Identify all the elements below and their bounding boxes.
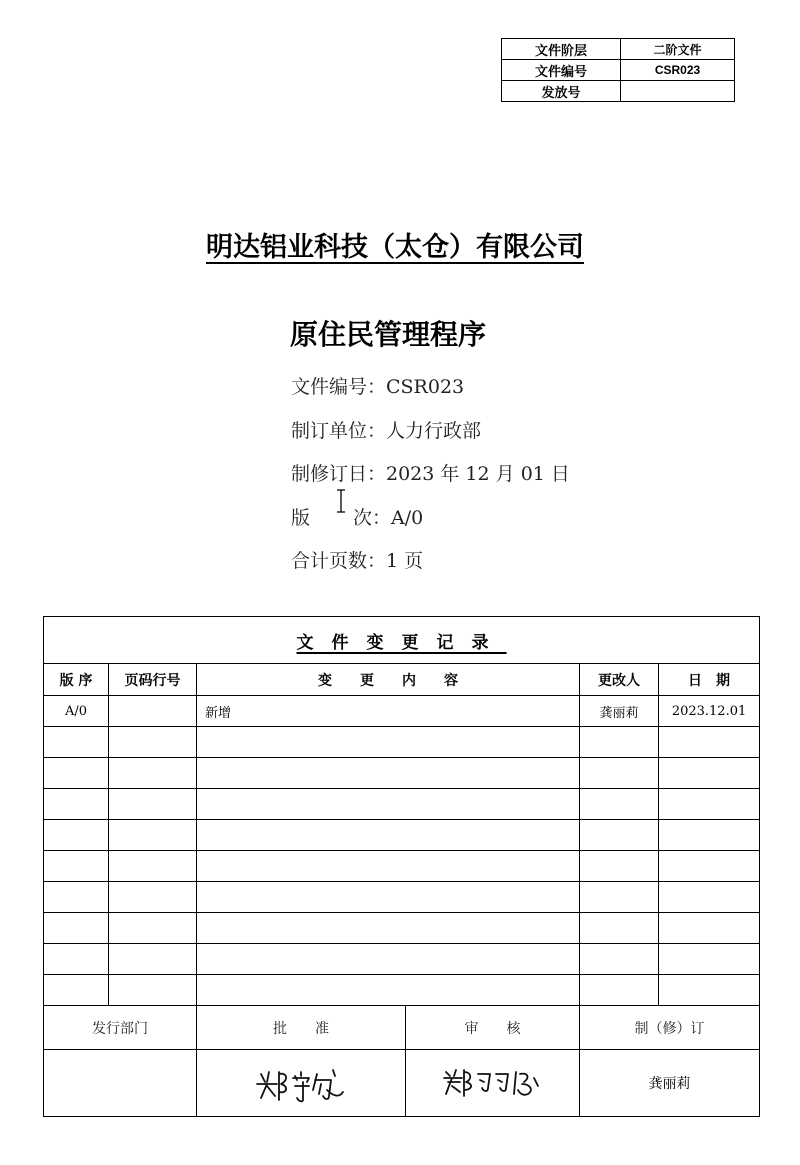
cell-page-line <box>109 727 197 758</box>
document-info-table <box>501 38 735 102</box>
cell-changed-by <box>580 758 659 789</box>
issuing-dept-value <box>44 1050 197 1117</box>
approval-header-row <box>44 1006 760 1050</box>
cell-content <box>197 944 580 975</box>
cell-page-line <box>109 851 197 882</box>
cell-date <box>659 851 760 882</box>
reviewer-signature-image <box>438 1060 548 1106</box>
cell-content <box>197 789 580 820</box>
cell-page-line <box>109 944 197 975</box>
cell-page-line <box>109 820 197 851</box>
table-row <box>44 789 760 820</box>
approver-signature-image <box>251 1060 351 1106</box>
approver-signature <box>197 1050 406 1117</box>
cell-date <box>659 727 760 758</box>
meta-version-label: 版 <box>291 506 311 529</box>
issuing-dept-label: 发行部门 <box>44 1006 197 1050</box>
cell-changed-by <box>580 851 659 882</box>
prepare-label: 制（修）订 <box>580 1006 760 1050</box>
review-label: 审 核 <box>406 1006 580 1050</box>
cell-content <box>197 727 580 758</box>
table-row <box>44 913 760 944</box>
cell-page-line <box>109 882 197 913</box>
table-row <box>44 975 760 1006</box>
col-date-header: 日 期 <box>659 664 760 696</box>
issue-number-value <box>621 81 735 102</box>
cell-changed-by <box>580 944 659 975</box>
cell-date <box>659 944 760 975</box>
approve-label: 批 准 <box>197 1006 406 1050</box>
cell-page-line <box>109 758 197 789</box>
col-content-header: 变 更 内 容 <box>197 664 580 696</box>
cell-date: 2023.12.01 <box>659 696 760 727</box>
company-name: 明达铝业科技（太仓）有限公司 <box>206 232 584 263</box>
cell-version <box>44 789 109 820</box>
cell-changed-by <box>580 789 659 820</box>
change-record-title: 文件变更记录 <box>44 617 760 664</box>
cell-changed-by <box>580 882 659 913</box>
col-changed-by-header: 更改人 <box>580 664 659 696</box>
doc-level-value: 二阶文件 <box>621 39 735 60</box>
approval-signature-row <box>44 1050 760 1117</box>
meta-page-count: 合计页数：1 页 <box>291 550 424 572</box>
change-record-table <box>43 616 760 1117</box>
table-row <box>44 696 760 727</box>
document-meta <box>291 372 570 590</box>
prepared-by-name: 龚丽莉 <box>580 1050 760 1117</box>
cell-changed-by <box>580 913 659 944</box>
col-version-header: 版 序 <box>44 664 109 696</box>
table-row <box>44 820 760 851</box>
cell-content <box>197 758 580 789</box>
text-cursor-icon <box>336 489 346 513</box>
table-row <box>44 727 760 758</box>
cell-changed-by: 龚丽莉 <box>580 696 659 727</box>
cell-version <box>44 851 109 882</box>
cell-content <box>197 882 580 913</box>
cell-version <box>44 820 109 851</box>
reviewer-signature <box>406 1050 580 1117</box>
table-row <box>44 758 760 789</box>
cell-page-line <box>109 913 197 944</box>
meta-revision-date: 制修订日：2023 年 12 月 01 日 <box>291 463 570 485</box>
issue-number-label: 发放号 <box>502 81 621 102</box>
cell-content: 新增 <box>197 696 580 727</box>
meta-version <box>291 503 570 547</box>
document-title: 原住民管理程序 <box>290 318 487 351</box>
cell-date <box>659 758 760 789</box>
cell-changed-by <box>580 975 659 1006</box>
meta-version-value: 次：A/0 <box>353 506 424 529</box>
table-row <box>44 851 760 882</box>
cell-page-line <box>109 789 197 820</box>
cell-date <box>659 789 760 820</box>
meta-doc-number: 文件编号：CSR023 <box>291 376 465 398</box>
cell-changed-by <box>580 727 659 758</box>
col-page-line-header: 页码行号 <box>109 664 197 696</box>
table-row <box>44 882 760 913</box>
cell-page-line <box>109 696 197 727</box>
doc-number-value: CSR023 <box>621 60 735 81</box>
cell-version <box>44 944 109 975</box>
meta-department: 制订单位：人力行政部 <box>291 419 482 442</box>
change-record-header-row <box>44 664 760 696</box>
cell-date <box>659 820 760 851</box>
cell-content <box>197 913 580 944</box>
cell-version <box>44 882 109 913</box>
doc-level-label: 文件阶层 <box>502 39 621 60</box>
cell-page-line <box>109 975 197 1006</box>
table-row <box>44 944 760 975</box>
cell-version <box>44 727 109 758</box>
cell-content <box>197 820 580 851</box>
cell-content <box>197 851 580 882</box>
cell-content <box>197 975 580 1006</box>
doc-number-label: 文件编号 <box>502 60 621 81</box>
cell-version <box>44 758 109 789</box>
cell-date <box>659 975 760 1006</box>
cell-version: A/0 <box>44 696 109 727</box>
cell-changed-by <box>580 820 659 851</box>
cell-date <box>659 882 760 913</box>
cell-version <box>44 913 109 944</box>
cell-version <box>44 975 109 1006</box>
cell-date <box>659 913 760 944</box>
